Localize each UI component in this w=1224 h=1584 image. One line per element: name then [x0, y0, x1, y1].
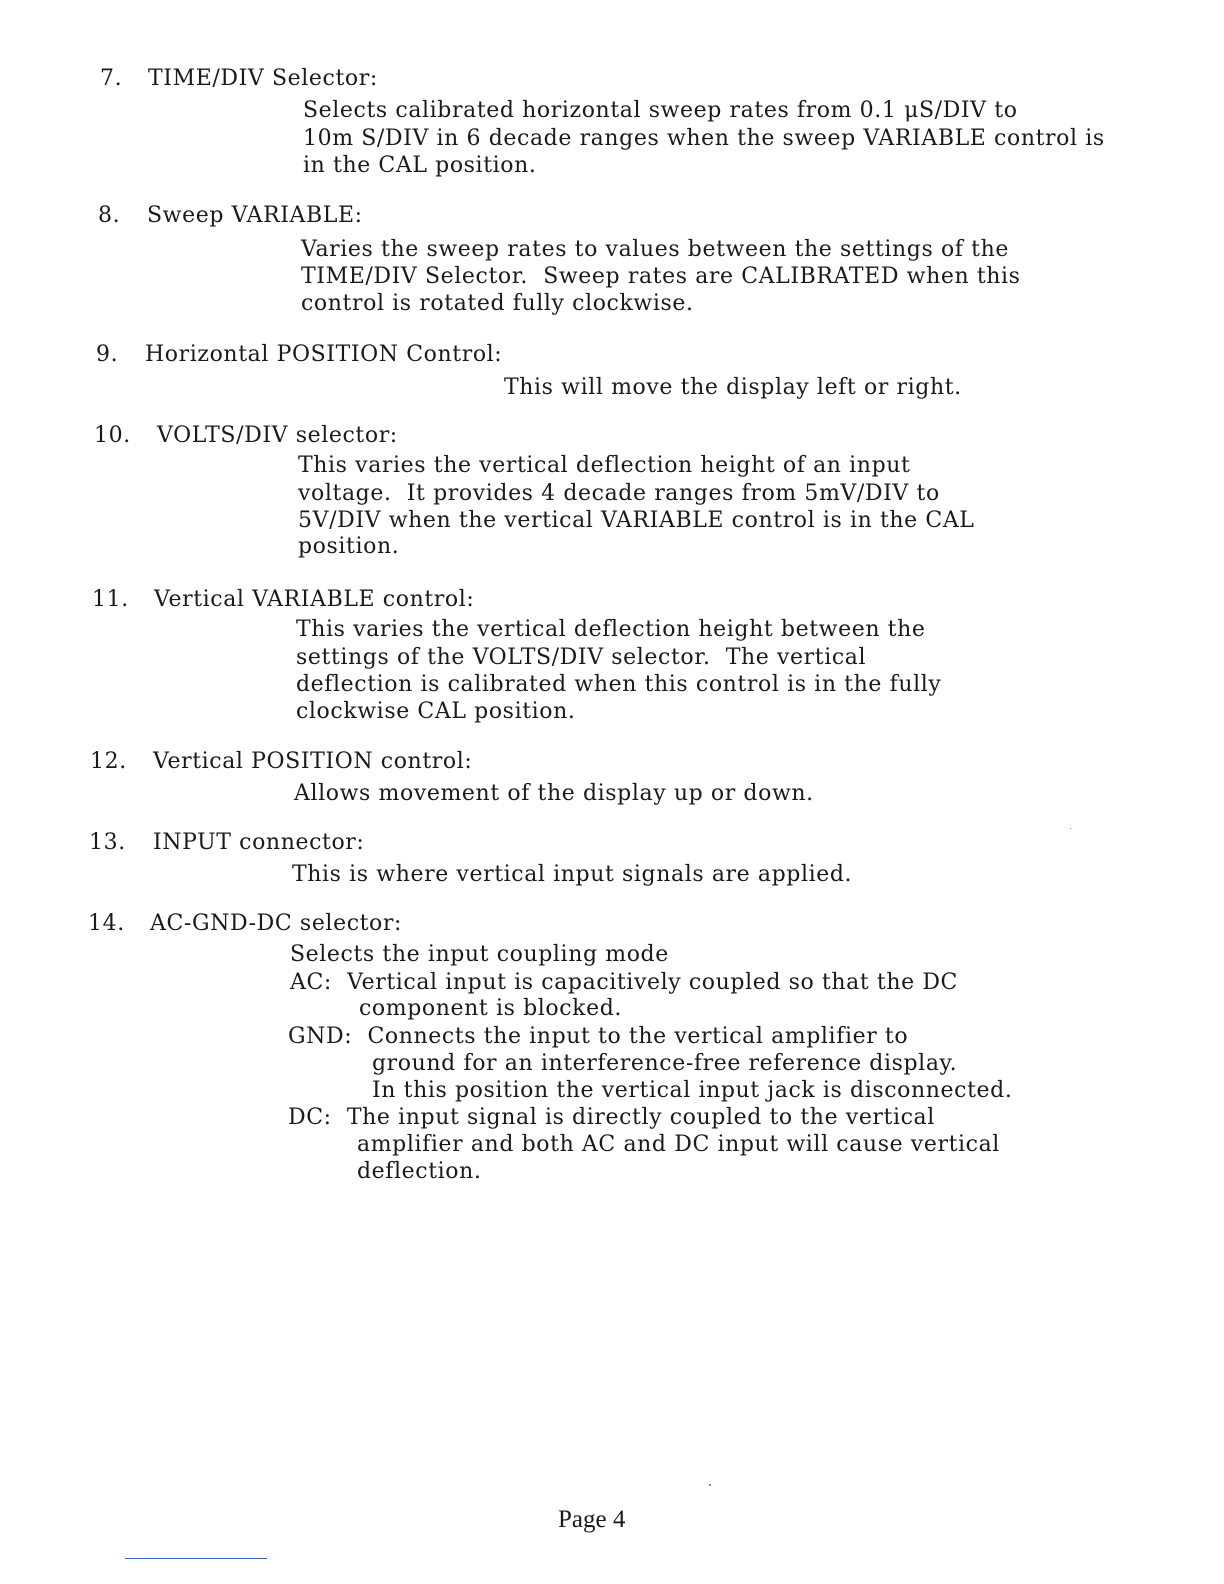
item-7-line-1: Selects calibrated horizontal sweep rates from 0.1 μS/DIV to: [303, 98, 1018, 123]
item-11-line-1: This varies the vertical deflection height between the: [296, 617, 926, 642]
scan-speck: [709, 1484, 711, 1486]
item-14-line-1: Selects the input coupling mode: [290, 942, 669, 967]
item-12-heading: Vertical POSITION control:: [153, 749, 473, 774]
item-11-number: 11.: [92, 587, 129, 612]
item-9-heading: Horizontal POSITION Control:: [145, 342, 503, 367]
item-8-number: 8.: [98, 203, 121, 228]
item-7-number: 7.: [100, 66, 123, 91]
item-11-line-3: deflection is calibrated when this control is in the fully: [296, 672, 942, 697]
item-11-heading: Vertical VARIABLE control:: [154, 587, 475, 612]
item-13-heading: INPUT connector:: [153, 830, 365, 855]
item-12-line-1: Allows movement of the display up or down.: [294, 781, 814, 806]
item-14-gnd-line-2: ground for an interference-free reference display.: [372, 1051, 958, 1076]
item-7-line-2: 10m S/DIV in 6 decade ranges when the sweep VARIABLE control is: [303, 126, 1105, 151]
item-14-ac-line-2: component is blocked.: [359, 996, 622, 1021]
scan-speck: [1070, 828, 1071, 829]
item-10-line-2: voltage. It provides 4 decade ranges from 5mV/DIV to: [298, 481, 940, 506]
item-10-heading: VOLTS/DIV selector:: [157, 423, 398, 448]
item-7-heading: TIME/DIV Selector:: [148, 66, 378, 91]
item-10-line-4: position.: [298, 534, 400, 559]
item-14-ac-line-1: AC: Vertical input is capacitively coupled so that the DC: [290, 970, 958, 995]
item-11-line-2: settings of the VOLTS/DIV selector. The vertical: [296, 645, 867, 670]
item-14-dc-line-2: amplifier and both AC and DC input will cause vertical: [357, 1132, 1000, 1157]
item-12-number: 12.: [90, 749, 127, 774]
item-14-number: 14.: [88, 911, 125, 936]
item-14-dc-line-3: deflection.: [357, 1159, 482, 1184]
page-number: Page 4: [558, 1506, 626, 1533]
item-7-line-3: in the CAL position.: [303, 153, 537, 178]
item-14-gnd-line-3: In this position the vertical input jack is disconnected.: [372, 1078, 1013, 1103]
footer-rule: [125, 1558, 267, 1559]
item-9-line-1: This will move the display left or right.: [504, 375, 962, 400]
item-8-line-1: Varies the sweep rates to values between the settings of the: [301, 237, 1009, 262]
item-8-line-3: control is rotated fully clockwise.: [301, 291, 694, 316]
item-10-line-3: 5V/DIV when the vertical VARIABLE control is in the CAL: [298, 508, 975, 533]
item-10-line-1: This varies the vertical deflection height of an input: [298, 453, 911, 478]
item-9-number: 9.: [96, 342, 119, 367]
item-14-heading: AC-GND-DC selector:: [150, 911, 403, 936]
item-13-number: 13.: [89, 830, 126, 855]
item-8-heading: Sweep VARIABLE:: [147, 203, 363, 228]
item-13-line-1: This is where vertical input signals are applied.: [292, 862, 853, 887]
item-14-dc-line-1: DC: The input signal is directly coupled to the vertical: [288, 1105, 935, 1130]
item-10-number: 10.: [94, 423, 131, 448]
item-14-gnd-line-1: GND: Connects the input to the vertical amplifier to: [288, 1024, 909, 1049]
item-11-line-4: clockwise CAL position.: [296, 699, 576, 724]
item-8-line-2: TIME/DIV Selector. Sweep rates are CALIBRATED when this: [301, 264, 1021, 289]
